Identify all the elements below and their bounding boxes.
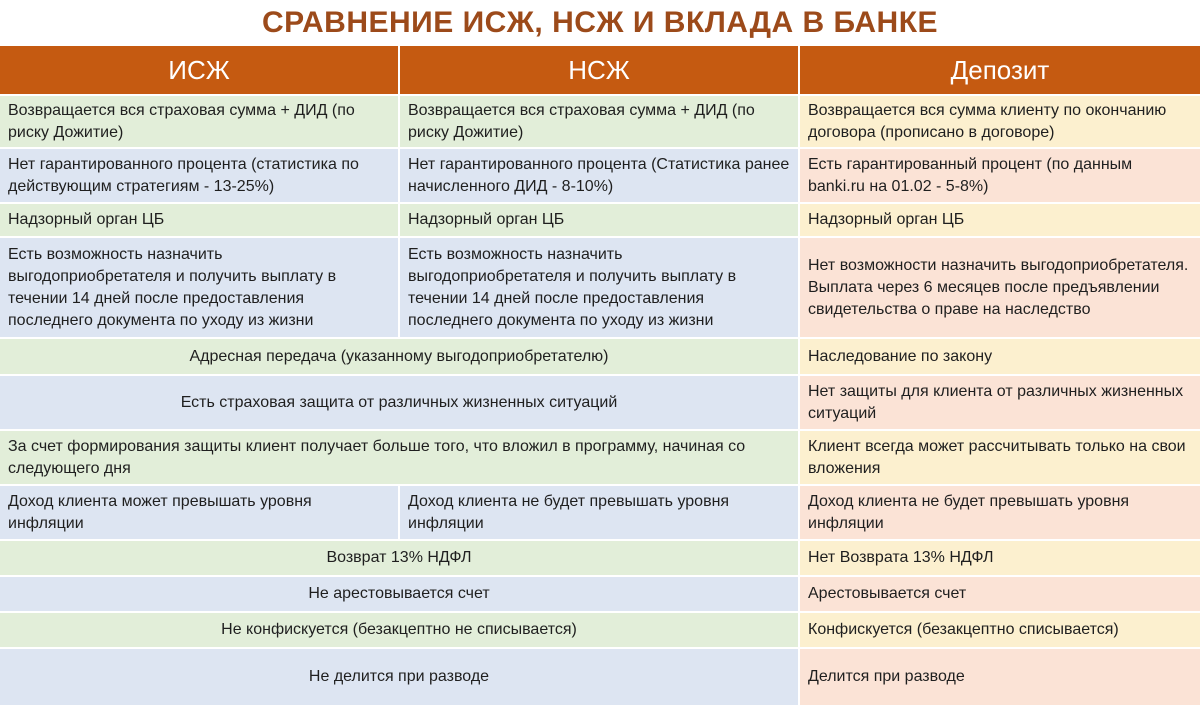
- cell-deposit: Клиент всегда может рассчитывать только на свои вложения: [800, 431, 1200, 486]
- table-row: [0, 238, 1200, 339]
- table-row: [0, 96, 1200, 149]
- table-row: [0, 204, 1200, 238]
- cell-isj-nsj: Не арестовывается счет: [0, 577, 800, 613]
- page-title: СРАВНЕНИЕ ИСЖ, НСЖ И ВКЛАДА В БАНКЕ: [261, 6, 939, 39]
- table-row: [0, 649, 1200, 707]
- cell-deposit: Есть гарантированный процент (по данным banki.ru на 01.02 - 5-8%): [800, 149, 1200, 204]
- cell-nsj: Надзорный орган ЦБ: [400, 204, 800, 238]
- cell-isj: Возвращается вся страховая сумма + ДИД (по риску Дожитие): [0, 96, 400, 149]
- table-row: [0, 431, 1200, 486]
- cell-nsj: Возвращается вся страховая сумма + ДИД (по риску Дожитие): [400, 96, 800, 149]
- cell-deposit: Нет защиты для клиента от различных жизненных ситуаций: [800, 376, 1200, 431]
- cell-isj: Доход клиента может превышать уровня инфляции: [0, 486, 400, 541]
- cell-isj-nsj: Адресная передача (указанному выгодоприобретателю): [0, 339, 800, 376]
- cell-deposit: Нет Возврата 13% НДФЛ: [800, 541, 1200, 577]
- cell-nsj: Есть возможность назначить выгодоприобретателя и получить выплату в течении 14 дней после предоставления последнего документа по уходу из жизни: [400, 238, 800, 339]
- table-row: [0, 613, 1200, 649]
- cell-nsj: Доход клиента не будет превышать уровня инфляции: [400, 486, 800, 541]
- cell-isj-nsj: Не делится при разводе: [0, 649, 800, 707]
- table-row: [0, 541, 1200, 577]
- cell-isj-nsj: Не конфискуется (безакцептно не списывается): [0, 613, 800, 649]
- table-row: [0, 376, 1200, 431]
- cell-isj: Надзорный орган ЦБ: [0, 204, 400, 238]
- cell-deposit: Наследование по закону: [800, 339, 1200, 376]
- column-header-deposit: Депозит: [800, 46, 1200, 96]
- cell-deposit: Арестовывается счет: [800, 577, 1200, 613]
- cell-nsj: Нет гарантированного процента (Статистика ранее начисленного ДИД - 8-10%): [400, 149, 800, 204]
- cell-deposit: Конфискуется (безакцептно списывается): [800, 613, 1200, 649]
- cell-isj: Есть возможность назначить выгодоприобретателя и получить выплату в течении 14 дней после предоставления последнего документа по уходу из жизни: [0, 238, 400, 339]
- cell-deposit: Надзорный орган ЦБ: [800, 204, 1200, 238]
- cell-isj: Нет гарантированного процента (статистика по действующим стратегиям - 13-25%): [0, 149, 400, 204]
- cell-deposit: Доход клиента не будет превышать уровня инфляции: [800, 486, 1200, 541]
- comparison-table: [0, 46, 1200, 707]
- table-row: [0, 339, 1200, 376]
- cell-deposit: Возвращается вся сумма клиенту по окончанию договора (прописано в договоре): [800, 96, 1200, 149]
- table-header-row: [0, 46, 1200, 96]
- column-header-nsj: НСЖ: [400, 46, 800, 96]
- cell-isj-nsj: Есть страховая защита от различных жизненных ситуаций: [0, 376, 800, 431]
- cell-deposit: Делится при разводе: [800, 649, 1200, 707]
- table-row: [0, 149, 1200, 204]
- cell-deposit: Нет возможности назначить выгодоприобретателя. Выплата через 6 месяцев после предъявлении свидетельства о праве на наследство: [800, 238, 1200, 339]
- table-row: [0, 486, 1200, 541]
- column-header-isj: ИСЖ: [0, 46, 400, 96]
- cell-isj-nsj: За счет формирования защиты клиент получает больше того, что вложил в программу, начиная со следующего дня: [0, 431, 800, 486]
- cell-isj-nsj: Возврат 13% НДФЛ: [0, 541, 800, 577]
- table-row: [0, 577, 1200, 613]
